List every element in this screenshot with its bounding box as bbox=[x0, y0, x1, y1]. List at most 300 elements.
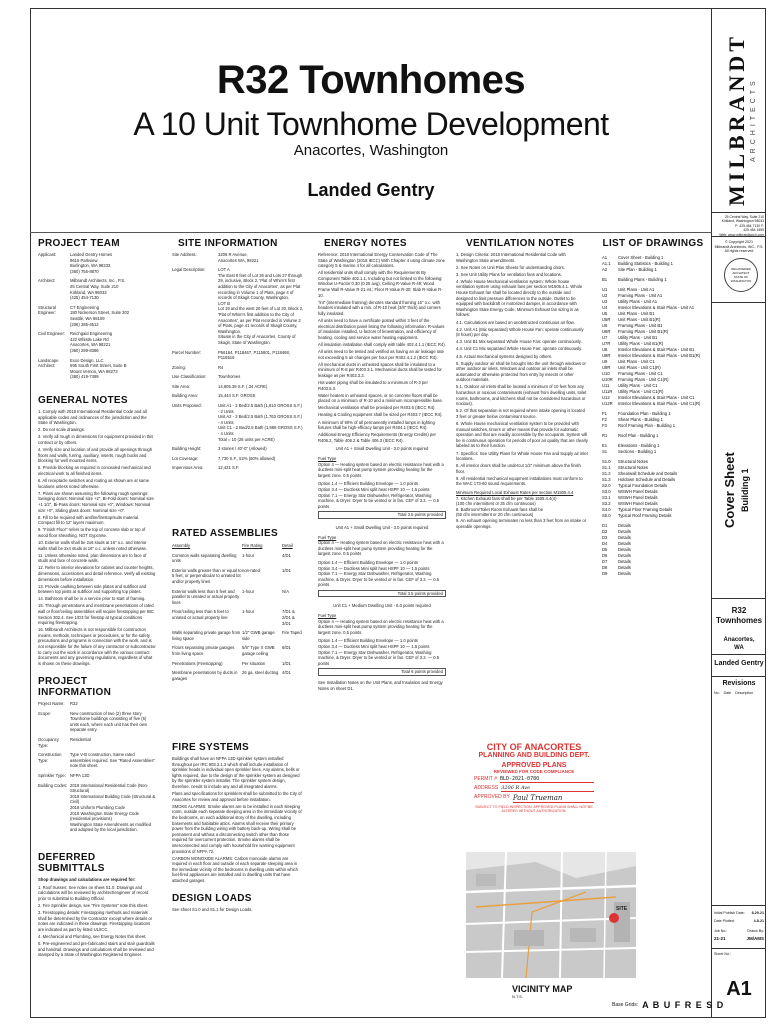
drawing-number: U9 bbox=[602, 359, 608, 364]
table-cell: N/A bbox=[282, 588, 289, 594]
info-row bbox=[38, 358, 156, 380]
project-information-heading: PROJECT INFORMATION bbox=[38, 676, 112, 698]
drawing-title: Unit Plans - Unit B1(R) bbox=[618, 317, 661, 322]
drawing-title: Interior Elevations & Stair Plans - Unit C1(R) bbox=[618, 401, 701, 406]
info-line: Residential bbox=[70, 736, 91, 742]
info-label: Architect: bbox=[38, 278, 56, 284]
general-note: 1. Comply with 2018 International Residential Code and all applicable codes and ordinances of the jurisdiction and the State of Washington. bbox=[38, 409, 147, 426]
info-line: 7,730 S.F., 52% (60% allowed) bbox=[218, 455, 276, 461]
energy-credit: Option 3.4 — Ductless Mini split heat HSPF 10 — 1.5 points bbox=[318, 644, 430, 650]
energy-paragraph: All insulation installation shall comply with table 402.4.1.1 (IECC R4). bbox=[318, 341, 446, 347]
table-cell: Floors separating private garages from living space bbox=[172, 645, 235, 656]
design-loads-section bbox=[172, 893, 304, 913]
field-label: Date Plotted: bbox=[714, 919, 735, 923]
stamp-address-label: ADDRESS bbox=[474, 785, 499, 791]
drawing-number: U2 bbox=[602, 293, 608, 298]
drawing-title: Utility Plans - Unit B1 bbox=[618, 335, 658, 340]
info-line: Townhomes bbox=[218, 374, 241, 380]
table-cell: Common walls separating dwelling units bbox=[172, 552, 237, 564]
deferred-item: 2. Fire Sprinkler design, see "Fire Systems" note this sheet. bbox=[38, 902, 149, 908]
table-cell: 1/2" GWB garage side bbox=[242, 630, 275, 641]
info-line: 422 Whistle Lake Rd bbox=[70, 336, 109, 342]
info-row bbox=[38, 752, 156, 769]
general-note: 11. Unless otherwise noted, plan dimensions are to face of studs and face of concrete walls. bbox=[38, 552, 147, 564]
deferred-item: 5. Pre-engineered and pre-fabricated stairs and stair guardrails and handrail. Drawings and calculations shall be reviewed and stamped by a State of Washington Registered Engineer. bbox=[38, 940, 155, 958]
info-row bbox=[172, 374, 304, 380]
drawing-title: Interior Elevations & Stair Plans - Unit C1 bbox=[618, 395, 695, 400]
architect-seal bbox=[724, 258, 758, 292]
drawing-number: D5 bbox=[602, 547, 608, 552]
ventilation-note: 6. Whole House mechanical ventilation system to be provided with manual switches, timers or other means that provide for automatic operation and that are readily accessible by the occupants. System will be in continuous operation for periods of poor air quality that are clearly labeled as to their function. bbox=[456, 421, 588, 449]
info-line: (360) 419-7499 bbox=[70, 374, 99, 380]
design-loads-heading: DESIGN LOADS bbox=[172, 893, 252, 904]
drawing-number: S1 bbox=[602, 449, 608, 454]
title-block-fields bbox=[714, 909, 764, 925]
project-location: Anacortes, Washington bbox=[293, 142, 449, 159]
info-label: Building Height: bbox=[172, 446, 202, 452]
drawing-number: S5.0 bbox=[602, 513, 611, 518]
general-note: 9. "Finish Floor" refers to the top of concrete slab or top of wood floor sheathing. NOT Gypcrete. bbox=[38, 527, 146, 538]
info-value bbox=[70, 773, 89, 779]
info-value bbox=[70, 783, 156, 833]
info-row bbox=[172, 403, 304, 442]
info-line: Landed Gentry Homes bbox=[70, 252, 113, 257]
site-information-section bbox=[172, 238, 304, 475]
ventilation-note: 8. All interior doors shall be undercut 1/2" minimum above the finish floor. bbox=[456, 463, 581, 474]
drawing-title: Site Plan - Building 1 bbox=[618, 267, 657, 272]
seal-line: ARCHITECT bbox=[732, 271, 750, 275]
energy-credit: Option 1.4 — Efficient Building Envelope — 1.0 points bbox=[318, 559, 419, 565]
table-header bbox=[172, 543, 304, 549]
general-notes-section bbox=[38, 395, 156, 668]
drawing-title: Structural Notes bbox=[618, 465, 649, 470]
drawing-title: Sections - Building 1 bbox=[618, 449, 657, 454]
general-note: 6. All receptacle switches and routing as shown are at same locations unless noted otherwise. bbox=[38, 478, 150, 489]
general-note: 3. Verify all rough in dimensions for equipment provided in this contract or by others. bbox=[38, 434, 154, 445]
drawing-number: S1.1 bbox=[602, 465, 611, 470]
drawing-title: Building Statistics - Building 1 bbox=[618, 261, 673, 266]
info-line: Milbrandt Architects, Inc., P.S. bbox=[70, 278, 126, 284]
drawing-title: Details bbox=[618, 565, 631, 570]
firm-logo: MILBRANDT bbox=[724, 33, 749, 207]
exhaust-item: (100 cfm intermittent or 25 cfm continuous) bbox=[456, 501, 536, 507]
rated-assemblies-section bbox=[172, 528, 304, 681]
info-row bbox=[38, 711, 156, 733]
info-row bbox=[172, 267, 304, 345]
info-label: Landscape Architect: bbox=[38, 357, 59, 369]
info-label: Parcel Number: bbox=[172, 349, 202, 355]
drawing-number: S1.3 bbox=[602, 477, 611, 482]
fuel-option-3: Option 4 — Heating system based on electric resistance heat with a ductless mini-split heat pump system providing heating for the largest zone. 0.5 points bbox=[318, 618, 444, 635]
table-cell: non-rated bbox=[242, 567, 260, 573]
table-header-cell: Fire Rating bbox=[242, 543, 263, 548]
revision-col: Date bbox=[723, 691, 732, 695]
table-cell: 4/D1 bbox=[282, 552, 291, 558]
ventilation-notes-list bbox=[456, 252, 588, 487]
energy-notes-heading: ENERGY NOTES bbox=[324, 238, 407, 249]
drawing-number: U5R bbox=[602, 317, 611, 322]
drawing-number: S1.2 bbox=[602, 471, 611, 476]
drawing-number: D3 bbox=[602, 535, 608, 540]
drawing-title: Framing Plans - Unit C1 bbox=[618, 371, 663, 376]
info-label: Lot Coverage: bbox=[172, 455, 199, 461]
header-divider bbox=[30, 232, 712, 233]
info-value bbox=[70, 701, 78, 707]
info-line: P56164, P118467, P115601, P118468, P116516 bbox=[218, 349, 290, 361]
drawing-number: D4 bbox=[602, 541, 608, 546]
site-information-list bbox=[172, 252, 304, 471]
ventilation-note: 2. See Notes on Unit Plan Sheets for understanding doors. bbox=[456, 264, 565, 270]
deferred-submittals-heading: DEFERRED SUBMITTALS bbox=[38, 852, 105, 874]
energy-paragraph: All units need to have a certificate posted within 3 feet of the electrical distribution panel listing the following information: R-values of insulation installed, U-factors of fenestration, and efficiency of heating, cooling and service water heating equipment. bbox=[318, 318, 445, 340]
info-line: Burlington, WA 98233 bbox=[70, 263, 111, 269]
energy-paragraph: Reference: 2018 International Energy Conservation Code of The State of Washington (2018 IECC) With Chapter 4 using climate zone category 5 & marine 4 for all calculations. bbox=[318, 252, 445, 269]
site-information-heading: SITE INFORMATION bbox=[178, 238, 278, 249]
info-line: (425) 454-7130 bbox=[70, 295, 99, 301]
fire-paragraph: CARBON MONOXIDE ALARMS: Carbon monoxide alarms are required in each floor and outside of each separate sleeping area in the immediate vicinity of the bedrooms in dwelling units within which fuel-fired appliances are installed and in dwelling units that have attached garages. bbox=[172, 855, 298, 883]
fire-systems-heading: FIRE SYSTEMS bbox=[172, 742, 249, 753]
info-line: LOT B bbox=[218, 300, 231, 306]
general-note: 12. Refer to interior elevations for cabinet and counter heights, dimensions, accessories and detail reference. Verify all existing dimensions before installation. bbox=[38, 565, 156, 582]
deferred-submittals-intro: Shop drawings and calculations are required for: bbox=[38, 877, 136, 882]
info-line: LOT A bbox=[218, 267, 230, 273]
info-value bbox=[218, 393, 255, 399]
info-line: 14,905.39 S.F. (.34 ACRE) bbox=[218, 383, 268, 389]
info-line: NFPA 13D bbox=[70, 772, 90, 778]
info-value bbox=[218, 456, 275, 462]
vicinity-map-image bbox=[466, 852, 636, 978]
client-block: Landed Gentry bbox=[714, 660, 764, 667]
drawing-title: Holdown Schedule and Details bbox=[618, 477, 676, 482]
table-cell: Membrane penetrations by ducts in garages bbox=[172, 670, 238, 681]
city-line: Anacortes, bbox=[723, 637, 755, 643]
info-label: Scope: bbox=[38, 710, 52, 716]
info-line: Kirkland, WA 98033 bbox=[70, 289, 107, 295]
vicinity-map bbox=[466, 852, 636, 978]
drawing-title: Utility Plans - Unit A1 bbox=[618, 299, 658, 304]
drawing-number: D7 bbox=[602, 559, 608, 564]
drawing-title: Details bbox=[618, 523, 631, 528]
sheet-subtitle: Building 1 bbox=[740, 468, 750, 512]
info-line: Unit A1 - 2 Bed/2.5 Bath (1,810 GROSS S.F.) - 2 Units bbox=[218, 403, 303, 414]
drawings-heading: LIST OF DRAWINGS bbox=[602, 238, 704, 249]
sheet-title: Cover Sheet bbox=[722, 452, 737, 528]
ventilation-note: 5. Supply outdoor air shall be brought into the unit through windows or other outdoor air inlets. Windows and outdoor air inlets shall be automated or otherwise protected from entry by insects or other outdoor materials. bbox=[456, 360, 586, 383]
stamp-approved-by-label: APPROVED BY bbox=[474, 794, 510, 800]
drawing-number: U4 bbox=[602, 305, 608, 310]
info-row bbox=[38, 701, 156, 707]
fuel-type-label-2: Fuel Type bbox=[318, 534, 337, 540]
info-line: Anacortes, WA 98221 bbox=[70, 342, 111, 348]
info-line: 15,444 S.F. GROSS bbox=[218, 393, 256, 399]
drawing-title: Framing Plans - Unit A1 bbox=[618, 293, 663, 298]
drawing-title: Foundation Plan - Building 1 bbox=[618, 411, 671, 416]
drawing-number: D2 bbox=[602, 529, 608, 534]
info-line: Mount Vernon, WA 98273 bbox=[70, 368, 118, 374]
project-team-section bbox=[38, 238, 156, 384]
drawing-title: Roof Framing Plan - Building 1 bbox=[618, 423, 676, 428]
drawing-title: Typical Foundation Details bbox=[618, 483, 668, 488]
client-name: Landed Gentry bbox=[307, 180, 435, 200]
info-label: Units Proposed: bbox=[172, 403, 202, 409]
ventilation-note: 1. Design Criteria: 2018 International Residential Code with Washington State amendments. bbox=[456, 252, 566, 263]
city-line: WA bbox=[734, 645, 744, 651]
rated-assemblies-table bbox=[172, 543, 304, 681]
city-block bbox=[712, 636, 766, 652]
info-row bbox=[172, 384, 304, 390]
info-value bbox=[218, 384, 267, 390]
energy-paragraph: Additional Energy Efficiency Requirements (Energy Credits) per R406.2, Table 406.2 & Table 406.3 (IECC R4). bbox=[318, 432, 436, 443]
drawing-number: F3 bbox=[602, 423, 607, 428]
energy-paragraph: All mechanical ducts in unheated spaces shall be insulated to a minimum of R-8 per R403.3.1. Mechanical ducts shall be tested for leakage as per R403.3.3. bbox=[318, 361, 442, 378]
stamp-reviewed: REVIEWED FOR CODE COMPLIANCE bbox=[493, 769, 575, 774]
sheet-no-label: Sheet No.: bbox=[714, 952, 731, 956]
general-note: 16. Millbrandt Architects is not responsible for construction means, methods, techniques or procedures, or for the safety precautions and programs in connection with the work, and is not responsible for the failure of any contractor or subcontractor to carry out the work in accordance with the various contract documents and any governing regulations, regardless of what is shown on these drawings. bbox=[38, 627, 156, 666]
general-note: 14. Bathroom shall be in a service prior to start of framing. bbox=[38, 596, 146, 602]
general-note: 13. Provide caulking between sole plates and subfloor and between top joists at subfloor and supporting top plates. bbox=[38, 583, 147, 595]
info-row bbox=[172, 350, 304, 361]
drawing-number: A1.1 bbox=[602, 261, 611, 266]
fuel-option-2: Option 4 — Heating system based on electric resistance heat with a ductless mini-split heat pump system providing heating for the largest zone. 0.5 points bbox=[318, 540, 444, 557]
fire-systems-text bbox=[172, 756, 304, 884]
info-line: Type V-B construction. Same rated assemblies required. See "Rated Assemblies" note this sheet. bbox=[70, 752, 155, 769]
info-row bbox=[38, 252, 156, 274]
energy-paragraph: Hot water piping shall be insulated to a minimum of R-3 per R403.5.3. bbox=[318, 379, 428, 391]
fire-paragraph: SMOKE ALARMS: Smoke alarms are to be installed in each sleeping room, outside each separate sleeping area in the immediate vicinity of the bedrooms, on each additional story of the dwelling, including basements and habitable attics. Alarms shall receive their primary power from the building wiring with battery back-up. Wiring shall be permanent and without a disconnecting switch other than those required for overcurrent protection. Smoke alarms shall be interconnected and comply with household fire warning equipment provisions of NFPA 72. bbox=[172, 803, 302, 854]
energy-paragraph: All residential units shall comply with the Requirements By Component Table 402.1.1, Including but not limited to the following: Window U-Factor 0.30 (0.25 avg); Ceiling R-Value R-49; Wood Frame Wall R-Value R-21 int.; Floor R-Value R-30; Slab R-Value R-10. bbox=[318, 270, 443, 298]
table-cell: Floor/ceiling less than 5 feet to unrated or actual property line bbox=[172, 609, 229, 620]
drawing-number: E1 bbox=[602, 443, 608, 448]
drawing-number: F2 bbox=[602, 417, 607, 422]
address-line: Web: www.milbrandtarch.com bbox=[719, 232, 764, 237]
project-team-heading: PROJECT TEAM bbox=[38, 238, 120, 249]
info-line: Reichgaid Engineering bbox=[70, 331, 113, 337]
project-information-list bbox=[38, 701, 156, 833]
info-line: Lot 19 and the west 20 feet of Lot 20, Block 2, 'Plat of Whim's first addition to the City of Anacortes', as per Plat recorded in Volume 2 of Plats, page 41 records of Skagit County, Washington. bbox=[218, 306, 304, 334]
energy-paragraph: Water heaters in unheated spaces, or on concrete floors shall be placed on a minimum of R-10 and a minimum incompressible base. bbox=[318, 392, 443, 404]
drawing-number: U11R bbox=[602, 389, 613, 394]
drawing-title: Unit Plans - Unit B1 bbox=[618, 311, 655, 316]
energy-credit: Option 7.1 — Energy Star Dishwasher, Refrigerator, Washing machine, & Dryer. Dryer to be vented or in fan. CEF of 3.2. — 0.5 points bbox=[318, 649, 440, 666]
info-row bbox=[38, 737, 156, 748]
table-cell: 1-hour bbox=[242, 552, 255, 558]
table-cell: 4/D1 bbox=[282, 670, 291, 676]
energy-credit: Option 3.4 — Ductless Mini split heat HSPF 10 — 1.5 points bbox=[318, 486, 430, 492]
drawing-number: U7R bbox=[602, 341, 611, 346]
drawing-number: U12R bbox=[602, 401, 613, 406]
info-line: Seattle, WA 98109 bbox=[70, 315, 105, 321]
table-cell: 1/D1 bbox=[282, 567, 291, 573]
energy-paragraph: A minimum of 90% of all permanently installed lamps in lighting fixtures shall be high-efficacy lamps per R404.1 (IECC R4). bbox=[318, 419, 435, 431]
seal-line: STATE OF WASHINGTON bbox=[730, 275, 752, 283]
drawing-title: Details bbox=[618, 535, 631, 540]
info-line: 2018 Washington State Energy Code (residential provisions) bbox=[70, 810, 139, 822]
info-label: Occupancy Type: bbox=[38, 736, 59, 748]
info-row bbox=[38, 773, 156, 779]
info-line: Washington State Amendments as modified and adopted by the local jurisdiction. bbox=[70, 821, 152, 833]
fuel-type-label: Fuel Type bbox=[318, 456, 337, 461]
drawn-by-label: Drawn By: bbox=[747, 929, 764, 933]
drawing-title: Utility Plans - Unit C1 bbox=[618, 383, 658, 388]
info-line: 3206 R Avenue, bbox=[218, 252, 248, 257]
energy-total-2: Total 3.5 points provided bbox=[318, 590, 446, 598]
drawing-title: Cover Sheet - Building 1 bbox=[618, 255, 664, 260]
stamp-approved: APPROVED PLANS bbox=[501, 762, 567, 769]
project-line: R32 bbox=[731, 606, 747, 615]
drawing-title: Framing Plans - Unit B1 bbox=[618, 323, 663, 328]
info-line: Exxo Design, LLC bbox=[70, 357, 104, 363]
energy-credit-title-3: Unit C1 + Medium Dwelling Unit - 6.0 points required bbox=[333, 603, 431, 609]
drawing-number: U6 bbox=[602, 323, 608, 328]
info-line: 595 South First Street, Suite B bbox=[70, 363, 127, 369]
drawing-title: Framing Plans - Unit C1(R) bbox=[618, 377, 669, 382]
drawing-title: Unit Plans - Unit C1(R) bbox=[618, 365, 661, 370]
exhaust-item: 9. An exhaust opening terminates no less than 3 feet from an intake or operable openings. bbox=[456, 518, 587, 529]
exhaust-item: (50 cfm intermittent or 20 cfm continuous) bbox=[456, 512, 534, 518]
drawing-title: Details bbox=[618, 547, 631, 552]
info-line: The East 8 feet of Lot 26 and Lots 27 through 29, inclusive, Block 2, 'Plat of Whim's first addition to the City of Anacortes', as per Plat recording in Volume 1 of Plats, page 4 of records of Skagit County, Washington. bbox=[218, 272, 303, 301]
table-cell: Penetrations (Firestopping) bbox=[172, 660, 223, 666]
info-label: Legal Description: bbox=[172, 267, 206, 273]
drawing-title: Building Plans - Building 1 bbox=[618, 277, 667, 282]
table-cell: Exterior walls less than 5 feet and parallel to unrated or actual property lines bbox=[172, 588, 240, 605]
drawing-number: U7 bbox=[602, 335, 608, 340]
stamp-dept: PLANNING AND BUILDING DEPT. bbox=[478, 752, 590, 759]
table-cell: Exterior walls greater than or equal to 5 feet, or perpendicular to unrated lot and/or property lines bbox=[172, 567, 242, 584]
drawing-title: Unit Plans - Unit C1 bbox=[618, 359, 655, 364]
table-cell: Walls separating private garage from living space bbox=[172, 630, 241, 641]
info-row bbox=[38, 331, 156, 353]
general-note: 5. Provide blocking as required in concealed mechanical and electrical work to all finished items. bbox=[38, 465, 151, 476]
info-value bbox=[70, 331, 112, 353]
info-line: New construction of two (2) three story Townhome buildings consisting of five (5) units each, where each unit has their own separate entry. bbox=[70, 710, 148, 733]
project-name-block bbox=[712, 606, 766, 626]
drawing-title: Interior Elevations & Stair Plans - Unit B1 bbox=[618, 347, 695, 352]
field-value: 4-8-21 bbox=[753, 919, 764, 923]
table-cell: Fire Taped bbox=[282, 630, 302, 636]
general-notes-list bbox=[38, 409, 156, 666]
info-line: Unit C1 - 2 Bed/2.5 Bath (1,668 GROSS S.F.) - 4 Units bbox=[218, 425, 303, 437]
stamp-address: 3206 R Ave bbox=[501, 785, 594, 792]
info-value bbox=[70, 278, 125, 300]
drawing-number: U8 bbox=[602, 347, 608, 352]
table-row bbox=[172, 630, 304, 641]
exhaust-item: 7. Kitchen Exhaust fans shall be per Table 1505.4.4(4) bbox=[456, 495, 557, 501]
fire-paragraph: Plans and specifications for sprinklers shall be submitted to the City of Anacortes for review and approval before installation. bbox=[172, 791, 302, 802]
info-line: (360) 299-8386 bbox=[70, 347, 99, 353]
info-label: Project Name: bbox=[38, 701, 65, 706]
info-row bbox=[38, 783, 156, 833]
energy-credits-list bbox=[318, 481, 446, 509]
info-label: Civil Engineer: bbox=[38, 331, 65, 337]
table-row bbox=[172, 661, 304, 667]
drawing-number: U11 bbox=[602, 383, 610, 388]
revisions-heading: Revisions bbox=[722, 680, 756, 687]
drawing-title: WSWH Panel Details bbox=[618, 495, 658, 500]
ventilation-note: 4. Whole House Mechanical ventilation system: Whole house ventilation system using exhaust fans per section M1505.4.1. Whole House Exhaust fan shall be located directly to the outside and designed to limit pressure differences to the outside. Outlet to be equipped with backdraft or motorized damper, in accordance with Washington State Energy Code, Minimum Exhaust fan sizing is as follows: bbox=[456, 278, 583, 318]
info-label: Site Area: bbox=[172, 383, 191, 389]
drawing-title: Typical Floor Framing Details bbox=[618, 507, 673, 512]
exhaust-heading: Minimum Required Local Exhaust Rates per section M1505.4.4 bbox=[456, 490, 574, 496]
drawing-number: A1 bbox=[602, 255, 608, 260]
info-label: Construction Type: bbox=[38, 752, 62, 763]
info-value bbox=[70, 305, 129, 327]
drawing-title: Unit Plans - Unit A1 bbox=[618, 287, 655, 292]
site-label: SITE bbox=[616, 906, 628, 912]
deferred-item: 3. Firestopping details: Firestopping methods and materials shall be determined by the Contractor except where details or notes are indicated in these drawings. Firestopping locations are indicated as part by listed UL/ICC. bbox=[38, 909, 153, 932]
info-row bbox=[38, 305, 156, 327]
drawing-title: Details bbox=[618, 553, 631, 558]
drawing-title: Framing Plans - Unit B1(R) bbox=[618, 329, 669, 334]
fire-systems-section bbox=[172, 742, 304, 885]
drawing-number: S3.0 bbox=[602, 489, 611, 494]
energy-credit: Option 1.4 — Efficient Building Envelope — 1.0 points bbox=[318, 481, 419, 487]
rated-assemblies-heading: RATED ASSEMBLIES bbox=[172, 528, 278, 539]
info-label: Structural Engineer: bbox=[38, 304, 56, 316]
deferred-item: 1. Roof trusses: See notes on sheet S1.0. Drawings and calculations will be reviewed by architect/engineer of record prior to submittal to Building Official. bbox=[38, 884, 149, 901]
table-row bbox=[172, 609, 304, 626]
seal-line: REGISTERED bbox=[731, 267, 751, 271]
drawing-number: U1 bbox=[602, 287, 608, 292]
energy-credit: Option 3.4 — Ductless Mini split heat HSPF 10 — 1.5 points bbox=[318, 565, 430, 571]
info-value bbox=[218, 374, 240, 380]
ventilation-note: 4.2. Unit A1 (Mix separated) Whole House Fan: operate continuously (8 hours) per day. bbox=[456, 326, 584, 338]
info-label: Applicant: bbox=[38, 252, 57, 257]
general-note: 2. Do not scale drawings. bbox=[38, 427, 86, 433]
base-grid-letters: A B U F R E S D bbox=[642, 1000, 725, 1010]
ventilation-notes-section bbox=[456, 238, 588, 529]
ventilation-note: 4.4. Unit C1 Mix separated Whole House Fan: operate continuously. bbox=[456, 346, 583, 352]
info-line: R4 bbox=[218, 364, 224, 370]
info-value bbox=[218, 446, 267, 452]
general-note: 7. Plans are shown assuming the following rough openings: Swinging doors: Nominal size +2", Bi-Fold doors: Nominal size +1 1/2", Bi-Pass doors: Nominal size +0", Windows: Nominal size +0", Sliding glass doors: Nominal size +0". bbox=[38, 490, 154, 513]
info-line: CT Engineering bbox=[70, 304, 100, 310]
revisions-columns bbox=[714, 691, 764, 695]
general-note: 15. Through penetrations and membrane penetrations of rated wall or floor/ceiling assemblies will require firestopping per IBC Section 302.4. See 1/D3 for firestop at typical conditions requiring firestopping. bbox=[38, 603, 154, 626]
firm-logo-sub: ARCHITECTS bbox=[750, 77, 757, 163]
ventilation-note: 9. All residential mechanical equipment installations must conform to the WAC 173-60 sound requirements. bbox=[456, 475, 583, 487]
energy-paragraph: Heating & Cooling equipment shall be sized per R403.7 (IECC R4). bbox=[318, 412, 443, 418]
info-line: Total = 10 (26 units per ACRE) bbox=[218, 436, 275, 442]
job-no-label: Job No.: bbox=[714, 929, 728, 933]
info-row bbox=[172, 252, 304, 263]
drawing-title: Utility Plans - Unit C1(R) bbox=[618, 389, 664, 394]
design-loads-text: See sheet S1.0 and S1.1 for Design Loads. bbox=[172, 907, 253, 912]
job-no: 21-21 bbox=[714, 936, 726, 941]
address-line: 25 Central Way, Suite 210 bbox=[724, 215, 764, 219]
info-line: Situate in the City of Anacortes, County of Skagit, State of Washington. bbox=[218, 334, 296, 345]
deferred-item: 4. Mechanical and Plumbing, see Energy Notes this sheet. bbox=[38, 933, 147, 939]
drawing-title: Details bbox=[618, 559, 631, 564]
stamp-permit: BLD-2021-0780 bbox=[500, 776, 594, 783]
exhaust-item: 8. Bathroom/Toilet Room Exhaust fans shall be bbox=[456, 506, 544, 512]
table-row bbox=[172, 670, 304, 681]
info-value bbox=[70, 358, 127, 380]
energy-paragraph: Mechanical ventilation shall be provided per R403.6 (IECC R4). bbox=[318, 405, 436, 411]
field-row bbox=[714, 917, 764, 925]
table-row bbox=[172, 589, 304, 606]
fuel-option: Option 4 — Heating system based on electric resistance heat with a ductless mini-split heat pump system providing heating for the largest zone. 0.5 points bbox=[318, 461, 444, 478]
base-grid bbox=[612, 1000, 724, 1010]
drawings-section bbox=[596, 238, 710, 577]
table-row bbox=[172, 568, 304, 585]
field-value: 8-29-21 bbox=[751, 911, 764, 915]
drawing-number: U6R bbox=[602, 329, 611, 334]
info-line: 2018 International Residential Code (Non-Structural) bbox=[70, 782, 149, 794]
info-label: Sprinkler Type: bbox=[38, 772, 66, 778]
energy-notes-text bbox=[318, 252, 446, 443]
drawing-number: S1.0 bbox=[602, 459, 611, 464]
